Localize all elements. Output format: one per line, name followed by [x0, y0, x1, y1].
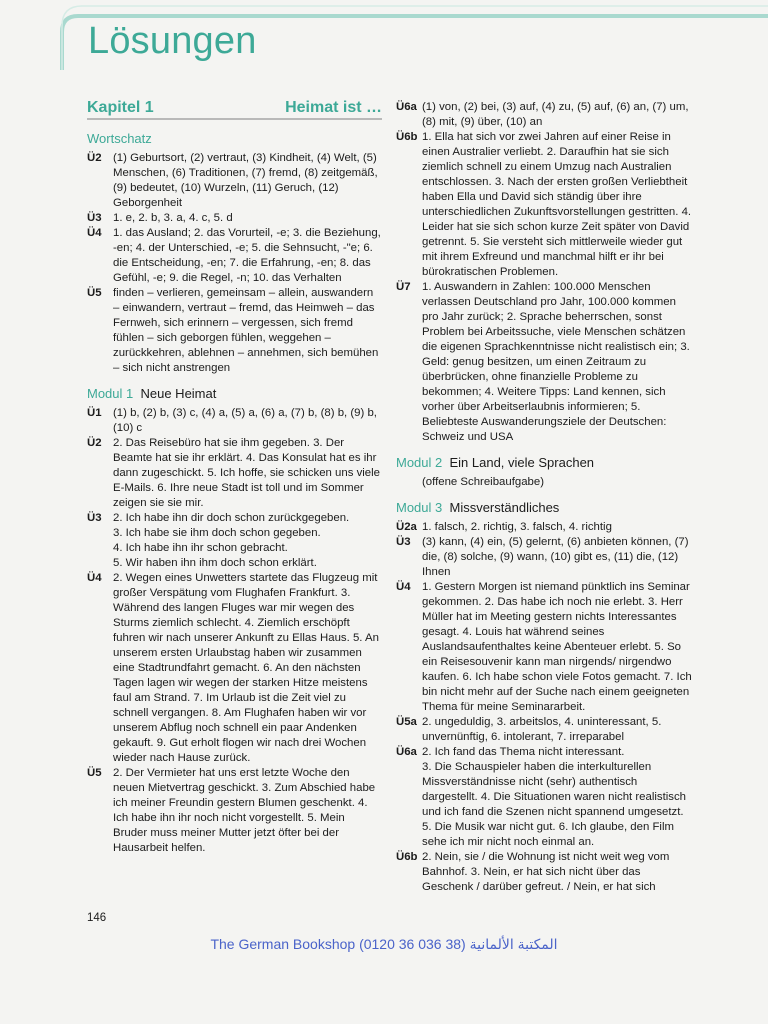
exercise-item: [396, 520, 692, 535]
exercise-text: 2. Das Reisebüro hat sie ihm gegeben. 3. Der Beamte hat sie ihr erklärt. 4. Das Konsulat hat es ihr dann zugeschickt. 5. Ich hoffe, sie schicken uns viele E-Mails. 6. Ihre neue Stadt ist toll und im Sommer zeigen sie sie mir.: [113, 437, 380, 509]
exercise-item: [396, 715, 692, 745]
exercise-item: [396, 100, 692, 130]
exercise-label: Ü6a: [396, 101, 417, 113]
exercise-item: [396, 580, 692, 715]
exercise-label: Ü3: [87, 212, 102, 224]
exercise-text: 2. Der Vermieter hat uns erst letzte Woche den neuen Mietvertrag geschickt. 3. Zum Abschied habe ich meiner Freundin gestern Blumen geschenkt. 4. Ich habe ihn ihr noch nicht vorgestellt. 5. Mein Bruder muss meiner Mutter jetzt öfter bei der Hausarbeit helfen.: [113, 767, 376, 854]
exercise-text: 1. Gestern Morgen ist niemand pünktlich ins Seminar gekommen. 2. Das habe ich noch nie erlebt. 3. Herr Müller hat im Meeting gestern nichts Interessantes gesagt. 4. Louis hat während seines Auslandsaufenthaltes keine Abenteuer erlebt. 5. So ein Reisesouvenir kann man nirgends/ nirgendwo kaufen. 6. Ich habe schon viele Fotos gemacht. 7. Ich bin nicht mehr auf der Suche nach einem geeigneten Thema für meine Seminararbeit.: [422, 581, 692, 713]
modul-title: Neue Heimat: [140, 386, 217, 401]
modul-label: Modul 3: [396, 500, 443, 515]
exercise-text: 1. Auswandern in Zahlen: 100.000 Menschen verlassen Deutschland pro Jahr, 100.000 kommen pro Jahr zurück; 2. Sprache beherrschen, sonst Problem bei Arbeitssuche, viele Menschen schätzen die eigenen Sprachkenntnisse nicht realistisch ein; 3. Geld: genug besitzen, um einen Zeitraum zu überbrücken, ohne finanzielle Probleme zu bekommen; 4. Weitere Tipps: Land kennen, sich vorher über Arbeitserlaubnis informieren; 5. Beliebteste Auswanderungsziele der Deutschen: Schweiz und USA: [422, 281, 690, 443]
answer-line: 2. Ich habe ihn dir doch schon zurückgegeben.: [113, 512, 350, 524]
exercise-text: (1) b, (2) b, (3) c, (4) a, (5) a, (6) a, (7) b, (8) b, (9) b, (10) c: [113, 407, 377, 434]
exercise-item: [87, 211, 382, 226]
exercise-text: 2. Wegen eines Unwetters startete das Flugzeug mit großer Verspätung vom Flughafen Frankfurt. 3. Während des langen Fluges war mir wegen des Sturms ziemlich schlecht. 4. Ziemlich erschöpft fuhren wir nach unserer Ankunft zu Ellas Haus. 5. An unserem ersten Urlaubstag haben wir zusammen eine Stadtrundfahrt gemacht. 6. An den nächsten Tagen lagen wir wegen der starken Hitze meistens faul am Strand. 7. Im Urlaub ist die Zeit viel zu schnell vergangen. 8. Am Flughafen haben wir vor unserem Abflug noch schnell ein paar Andenken gekauft. 9. Gut erholt flogen wir nach drei Wochen wieder nach Hause zurück.: [113, 572, 379, 764]
exercise-label: Ü1: [87, 407, 102, 419]
exercise-item: [87, 406, 382, 436]
exercise-item: [396, 280, 692, 445]
exercise-text: 1. das Ausland; 2. das Vorurteil, -e; 3. die Beziehung, -en; 4. der Unterschied, -e; 5. die Sehnsucht, -"e; 6. die Entscheidung, -en; 7. die Erfahrung, -en; 8. das Gefühl, -e; 9. die Regel, -n; 10. das Verhalten: [113, 227, 381, 284]
exercise-text: (1) Geburtsort, (2) vertraut, (3) Kindheit, (4) Welt, (5) Menschen, (6) Traditionen, (7) fremd, (8) zeitgemäß, (9) bedeutet, (10) Wurzeln, (11) Geruch, (12) Geborgenheit: [113, 152, 378, 209]
exercise-item: [87, 151, 382, 211]
exercise-item: [396, 745, 692, 850]
page-number: 146: [87, 912, 107, 924]
modul-note: (offene Schreibaufgabe): [422, 476, 545, 488]
modul-label: Modul 1: [87, 386, 134, 401]
exercise-item: [87, 436, 382, 511]
section-modul-3: [396, 500, 692, 516]
left-column: [87, 100, 382, 856]
exercise-item: [87, 571, 382, 766]
exercise-label: Ü6a: [396, 746, 417, 758]
modul-label: Modul 2: [396, 455, 443, 470]
exercise-label: Ü6b: [396, 851, 418, 863]
answer-line: 3. Ich habe sie ihm doch schon gegeben.: [113, 527, 321, 539]
exercise-item: [396, 130, 692, 280]
exercise-text: 2. Nein, sie / die Wohnung ist nicht weit weg vom Bahnhof. 3. Nein, er hat sich nicht über das Geschenk / darüber gefreut. / Nein, er hat sich: [422, 851, 670, 893]
exercise-text: (3) kann, (4) ein, (5) gelernt, (6) anbieten können, (7) die, (8) solche, (9) wann, (10) gibt es, (11) die, (12) Ihnen: [422, 536, 689, 578]
answer-line: 4. Ich habe ihn ihr schon gebracht.: [113, 542, 288, 554]
chapter-label: Kapitel 1: [87, 99, 154, 116]
exercise-label: Ü3: [396, 536, 411, 548]
section-wortschatz: Wortschatz: [87, 131, 152, 146]
exercise-item: [87, 226, 382, 286]
exercise-text: [113, 511, 382, 571]
exercise-text: 1. Ella hat sich vor zwei Jahren auf einer Reise in einen Australier verliebt. 2. Daraufhin hat sie sich ziemlich schnell zu einem Umzug nach Australien entschlossen. 3. Nach der ersten großen Verliebtheit haben Ella und David sich ständig über ihre unterschiedlichen Zukunftsvorstellungen gestritten. 4. Leider hat sie sich schon kurze Zeit später von David getrennt. 5. Sie versteht sich mittlerweile wieder gut mit ihrem Exfreund und manchmal hilft er ihr bei bürokratischen Problemen.: [422, 131, 692, 278]
exercise-item: [396, 850, 692, 895]
page-title: Lösungen: [88, 20, 257, 62]
answer-line: 5. Wir haben ihn ihm doch schon erklärt.: [113, 557, 317, 569]
exercise-label: Ü3: [87, 512, 102, 524]
footer-watermark: The German Bookshop (0120 36 036 38) المكتبة الألمانية: [210, 936, 558, 952]
exercise-label: Ü2a: [396, 521, 417, 533]
exercise-label: Ü4: [87, 572, 102, 584]
section-modul-2: [396, 455, 692, 471]
exercise-label: Ü4: [396, 581, 411, 593]
answer-line: 3. Die Schauspieler haben die interkulturellen Missverständnisse nicht (sehr) authentisch dargestellt. 4. Die Situationen waren nicht realistisch und ich fand die Szenen nicht spannend umgesetzt. 5. Die Musik war nicht gut. 6. Ich glaube, den Film sehe ich mir nicht noch einmal an.: [422, 761, 687, 848]
exercise-label: Ü4: [87, 227, 102, 239]
exercise-text: [422, 745, 692, 850]
exercise-label: Ü6b: [396, 131, 418, 143]
modul-title: Ein Land, viele Sprachen: [449, 455, 595, 470]
exercise-label: Ü5: [87, 287, 102, 299]
exercise-label: Ü2: [87, 437, 102, 449]
exercise-item: [396, 535, 692, 580]
exercise-text: (1) von, (2) bei, (3) auf, (4) zu, (5) auf, (6) an, (7) um, (8) mit, (9) über, (10) an: [422, 101, 689, 128]
exercise-item: [87, 766, 382, 856]
answer-line: 2. Ich fand das Thema nicht interessant.: [422, 746, 625, 758]
section-modul-1: [87, 386, 382, 402]
exercise-text: 1. falsch, 2. richtig, 3. falsch, 4. richtig: [422, 521, 612, 533]
exercise-text: 1. e, 2. b, 3. a, 4. c, 5. d: [113, 212, 233, 224]
chapter-title: Heimat ist …: [285, 99, 382, 116]
exercise-item: [87, 286, 382, 376]
exercise-label: Ü5: [87, 767, 102, 779]
exercise-label: Ü7: [396, 281, 411, 293]
exercise-text: 2. ungeduldig, 3. arbeitslos, 4. uninteressant, 5. unvernünftig, 6. intolerant, 7. irreparabel: [422, 716, 662, 743]
right-column: [396, 100, 692, 895]
chapter-heading: [87, 100, 382, 120]
exercise-item: [87, 511, 382, 571]
exercise-label: Ü2: [87, 152, 102, 164]
modul-title: Missverständliches: [449, 500, 560, 515]
exercise-text: finden – verlieren, gemeinsam – allein, auswandern – einwandern, vertraut – fremd, das Heimweh – das Fernweh, sich erinnern – vergessen, sich fremd fühlen – sich geborgen fühlen, weggehen – zurückkehren, ablehnen – annehmen, sich bemühen – sich nicht anstrengen: [113, 287, 379, 374]
exercise-label: Ü5a: [396, 716, 417, 728]
